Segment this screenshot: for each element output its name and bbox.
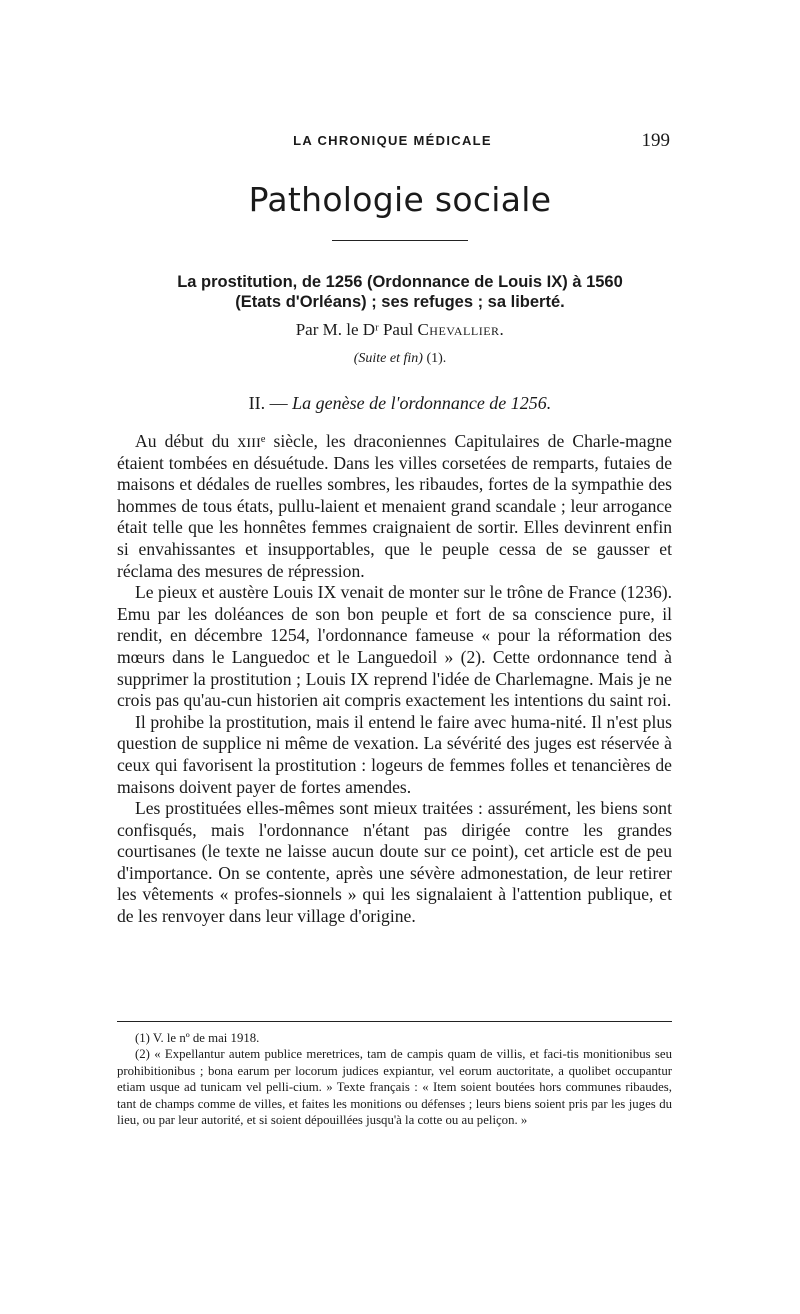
author-line	[120, 320, 680, 340]
section-number: II. —	[248, 393, 293, 413]
page-number: 199	[641, 130, 670, 151]
article-title: Pathologie sociale	[248, 180, 552, 219]
body-paragraph-2: Le pieux et austère Louis IX venait de monter sur le trône de France (1236). Emu par les doléances de son bon peuple et fort de sa conscience pure, il rendit, en décembre 1254, l'ordonnance fameuse « pour la réformation des mœurs dans le Languedoc et le Languedoil » (2). Cette ordonnance tend à supprimer la prostitution ; Louis IX reprend l'idée de Charlemagne. Mais je ne crois pas qu'au-cun historien ait compris exactement les intentions du saint roi.	[117, 582, 672, 711]
continued-footnote-ref: (1).	[422, 351, 447, 366]
footnote-1: (1) V. le nº de mai 1918.	[135, 1031, 260, 1045]
title-rule	[332, 240, 468, 241]
article-body	[117, 431, 672, 928]
running-title: LA CHRONIQUE MÉDICALE	[293, 133, 492, 148]
section-title: La genèse de l'ordonnance de 1256.	[292, 393, 552, 413]
running-head	[115, 130, 670, 154]
subtitle-line-1: La prostitution, de 1256 (Ordonnance de Louis IX) à 1560	[177, 273, 623, 291]
author-prefix: Par M. le Dʳ Paul	[295, 320, 418, 339]
continued-note	[120, 351, 680, 367]
body-paragraph-1: Au début du xɪɪɪᵉ siècle, les draconiennes Capitulaires de Charle-magne étaient tombées en désuétude. Dans les villes corsetées de remparts, futaies de maisons et dédales de ruelles sombres, les ribaudes, fortes de la sympathie des hommes de tous états, pullu-laient et menaient grand scandale ; leur arrogance était telle que les honnêtes femmes craignaient de sortir. Elles devinrent enfin si envahissantes et insupportables, que le peuple cessa de se gausser et réclama des mesures de répression.	[117, 431, 672, 581]
subtitle-line-2: (Etats d'Orléans) ; ses refuges ; sa liberté.	[235, 293, 565, 311]
footnote-2: (2) « Expellantur autem publice meretrices, tam de campis quam de villis, et faci-tis monitionibus seu prohibitionibus ; bona earum per locorum judices expiantur, vel eorum auctoritate, a quolibet occupantur etiam usque ad tunicam vel pelli-cium. » Texte français : « Item soient boutées hors communes ribaudes, tant de champs comme de villes, et faites les monitions ou défenses ; leurs biens soient pris par les juges du lieu, ou par leur autorité, et si soient dépouillées jusqu'à la cotte ou au peliçon. »	[117, 1047, 672, 1128]
continued-label: (Suite et fin)	[353, 351, 423, 366]
body-paragraph-4: Les prostituées elles-mêmes sont mieux traitées : assurément, les biens sont confisqués, mais l'ordonnance n'étant pas dirigée contre les grandes courtisanes (le texte ne laisse aucun doute sur ce point), cet article est de peu d'importance. On se contente, après une sévère admonestation, de leur retirer les vêtements « profes-sionnels » qui les signalaient à l'attention publique, et de les renvoyer dans leur village d'origine.	[117, 798, 672, 927]
body-paragraph-3: Il prohibe la prostitution, mais il entend le faire avec huma-nité. Il n'est plus question de supplice ni même de vexation. La sévérité des juges est réservée à ceux qui favorisent la prostitution : logeurs de femmes folles et tenancières de maisons doivent payer de fortes amendes.	[117, 711, 672, 797]
author-name: Chevallier.	[417, 320, 505, 339]
footnotes	[117, 1030, 672, 1128]
article-subtitle	[120, 272, 680, 312]
footnote-rule	[117, 1021, 672, 1022]
section-heading	[120, 393, 680, 414]
